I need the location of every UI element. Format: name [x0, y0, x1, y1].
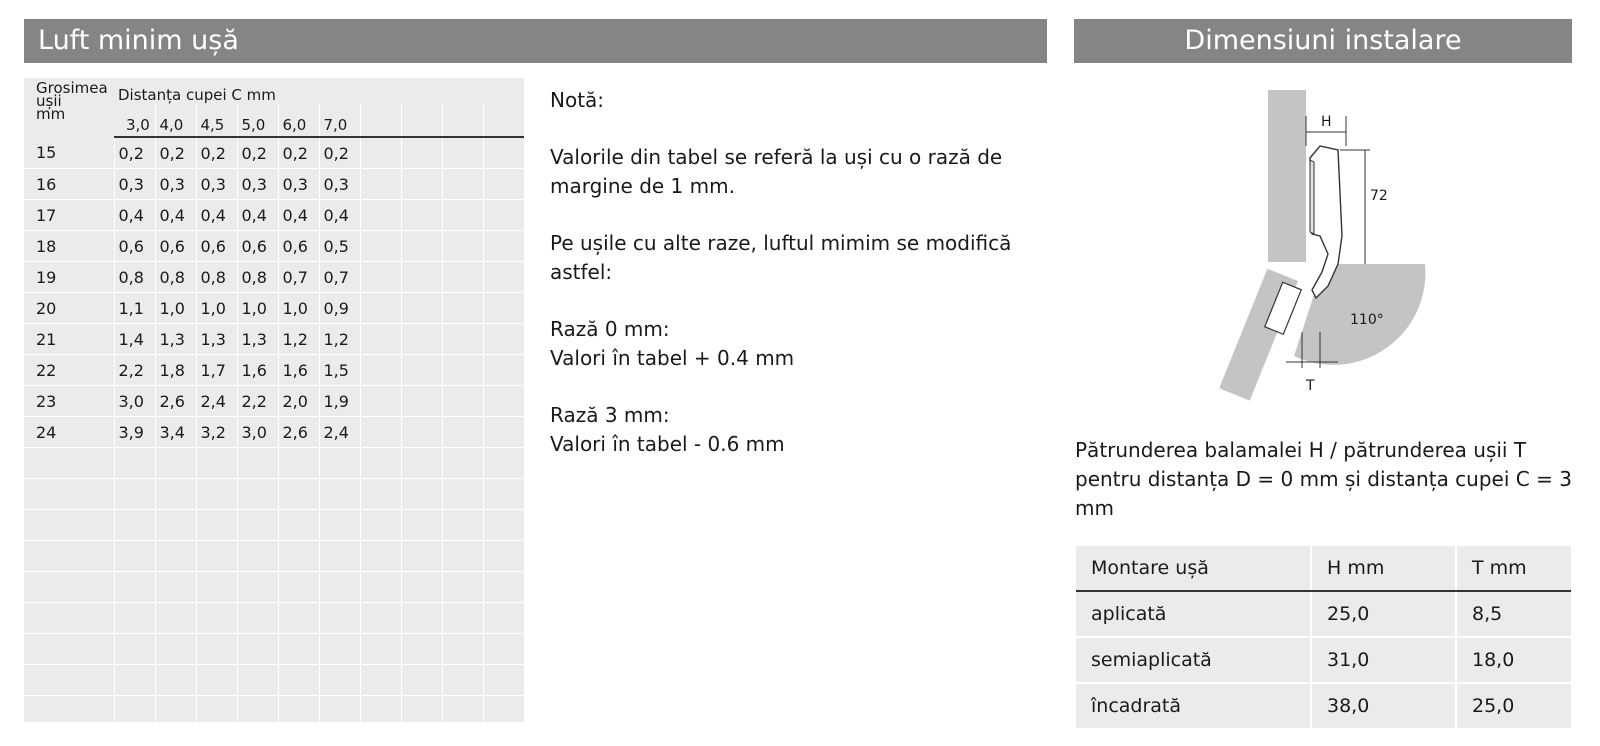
angle-label: 110°	[1350, 312, 1384, 328]
empty-cell	[196, 510, 237, 541]
t-cell: 8,5	[1456, 591, 1571, 637]
table-row	[24, 262, 524, 293]
clearance-value-cell: 0,3	[155, 169, 196, 200]
clearance-value-cell: 0,8	[155, 262, 196, 293]
empty-cell	[442, 665, 483, 696]
empty-cell	[401, 510, 442, 541]
radius-3-label: Rază 3 mm:	[550, 403, 670, 427]
empty-cell	[319, 696, 360, 727]
empty-cell	[114, 572, 155, 603]
clearance-value-cell: 0,9	[319, 293, 360, 324]
clearance-value-cell: 1,0	[155, 293, 196, 324]
mount-cell: încadrată	[1076, 683, 1311, 729]
empty-cell	[24, 696, 114, 727]
t-cell: 18,0	[1456, 637, 1571, 683]
thickness-header-line: ușii	[36, 92, 62, 110]
clearance-value-cell: 0,2	[237, 137, 278, 169]
empty-cell	[442, 293, 483, 324]
clearance-value-cell: 1,0	[237, 293, 278, 324]
door-thickness-cell: 21	[24, 324, 114, 355]
empty-cell	[442, 572, 483, 603]
mount-cell: aplicată	[1076, 591, 1311, 637]
clearance-value-cell: 0,6	[196, 231, 237, 262]
door-thickness-cell: 23	[24, 386, 114, 417]
empty-cell	[24, 510, 114, 541]
empty-cell	[24, 541, 114, 572]
door-thickness-cell: 17	[24, 200, 114, 231]
clearance-value-cell: 0,4	[155, 200, 196, 231]
table-row	[24, 231, 524, 262]
empty-cell	[483, 231, 524, 262]
empty-cell	[401, 386, 442, 417]
table-row	[24, 479, 524, 510]
t-cell: 25,0	[1456, 683, 1571, 729]
empty-cell	[114, 603, 155, 634]
h-cell: 38,0	[1311, 683, 1456, 729]
left-section-title: Luft minim ușă	[24, 19, 1047, 63]
empty-cell	[360, 386, 401, 417]
clearance-value-cell: 0,3	[278, 169, 319, 200]
empty-cell	[483, 510, 524, 541]
clearance-value-cell: 1,0	[196, 293, 237, 324]
empty-cell	[442, 324, 483, 355]
table-row	[24, 386, 524, 417]
door-thickness-cell: 16	[24, 169, 114, 200]
notes-radius-0	[550, 315, 1040, 373]
empty-cell	[114, 510, 155, 541]
empty-cell	[483, 665, 524, 696]
clearance-value-cell: 2,2	[114, 355, 155, 386]
empty-cell	[401, 262, 442, 293]
empty-cell	[483, 262, 524, 293]
t-header: T mm	[1456, 546, 1571, 591]
table-row	[24, 417, 524, 448]
empty-cell	[442, 448, 483, 479]
empty-cell	[401, 541, 442, 572]
clearance-value-cell: 2,4	[319, 417, 360, 448]
empty-cell	[196, 448, 237, 479]
cup-distance-column-header	[442, 104, 483, 137]
empty-cell	[401, 137, 442, 169]
clearance-value-cell: 0,4	[196, 200, 237, 231]
clearance-value-cell: 1,4	[114, 324, 155, 355]
hinge-mounting-plate	[1310, 160, 1314, 234]
empty-cell	[319, 603, 360, 634]
empty-cell	[319, 665, 360, 696]
empty-cell	[401, 448, 442, 479]
clearance-value-cell: 0,3	[196, 169, 237, 200]
empty-cell	[360, 231, 401, 262]
empty-cell	[401, 665, 442, 696]
empty-cell	[237, 634, 278, 665]
clearance-value-cell: 2,2	[237, 386, 278, 417]
notes-radius-3	[550, 401, 1040, 459]
clearance-value-cell: 0,2	[114, 137, 155, 169]
cup-distance-column-header	[401, 104, 442, 137]
empty-cell	[483, 200, 524, 231]
clearance-value-cell: 0,6	[155, 231, 196, 262]
door-thickness-cell: 19	[24, 262, 114, 293]
notes-paragraph: Valorile din tabel se referă la uși cu o rază de margine de 1 mm.	[550, 145, 1003, 198]
table-row	[24, 324, 524, 355]
empty-cell	[483, 603, 524, 634]
empty-cell	[442, 510, 483, 541]
clearance-value-cell: 0,4	[278, 200, 319, 231]
empty-cell	[114, 634, 155, 665]
empty-cell	[360, 324, 401, 355]
empty-cell	[483, 169, 524, 200]
table-row	[24, 572, 524, 603]
door-thickness-cell: 20	[24, 293, 114, 324]
door-thickness-cell: 24	[24, 417, 114, 448]
empty-cell	[360, 355, 401, 386]
radius-3-value: Valori în tabel - 0.6 mm	[550, 432, 785, 456]
clearance-value-cell: 1,9	[319, 386, 360, 417]
empty-cell	[442, 479, 483, 510]
notes-heading: Notă:	[550, 88, 605, 112]
table-row	[24, 510, 524, 541]
clearance-value-cell: 1,6	[237, 355, 278, 386]
cup-distance-column-header: 5,0	[237, 104, 278, 137]
empty-cell	[360, 603, 401, 634]
empty-cell	[196, 603, 237, 634]
clearance-value-cell: 3,0	[114, 386, 155, 417]
radius-0-label: Rază 0 mm:	[550, 317, 670, 341]
empty-cell	[360, 448, 401, 479]
clearance-value-cell: 0,2	[196, 137, 237, 169]
empty-cell	[155, 634, 196, 665]
clearance-value-cell: 0,5	[319, 231, 360, 262]
clearance-value-cell: 1,5	[319, 355, 360, 386]
empty-cell	[360, 634, 401, 665]
empty-cell	[319, 448, 360, 479]
clearance-value-cell: 0,2	[278, 137, 319, 169]
cup-distance-column-header: 3,0	[114, 104, 155, 137]
table-row	[1076, 683, 1571, 729]
empty-cell	[360, 293, 401, 324]
empty-cell	[360, 262, 401, 293]
empty-cell	[401, 200, 442, 231]
clearance-value-cell: 2,6	[278, 417, 319, 448]
clearance-value-cell: 1,1	[114, 293, 155, 324]
h-cell: 31,0	[1311, 637, 1456, 683]
table-row	[24, 665, 524, 696]
empty-cell	[483, 293, 524, 324]
empty-cell	[196, 479, 237, 510]
empty-cell	[483, 355, 524, 386]
table-row	[24, 448, 524, 479]
empty-cell	[237, 510, 278, 541]
notes-paragraph: Pe ușile cu alte raze, luftul mimim se modifică astfel:	[550, 231, 1012, 284]
empty-cell	[114, 541, 155, 572]
cup-distance-column-header: 6,0	[278, 104, 319, 137]
empty-cell	[24, 603, 114, 634]
clearance-value-cell: 3,4	[155, 417, 196, 448]
clearance-value-cell: 1,8	[155, 355, 196, 386]
cup-distance-column-header: 7,0	[319, 104, 360, 137]
clearance-value-cell: 0,3	[319, 169, 360, 200]
empty-cell	[401, 634, 442, 665]
empty-cell	[24, 479, 114, 510]
clearance-value-cell: 0,8	[196, 262, 237, 293]
empty-cell	[442, 541, 483, 572]
clearance-value-cell: 2,6	[155, 386, 196, 417]
table-row	[24, 200, 524, 231]
empty-cell	[360, 572, 401, 603]
cup-distance-column-header: 4,5	[196, 104, 237, 137]
cup-distance-header: Distanța cupei C mm	[118, 86, 276, 104]
empty-cell	[483, 479, 524, 510]
empty-cell	[483, 634, 524, 665]
mount-cell: semiaplicată	[1076, 637, 1311, 683]
empty-cell	[114, 479, 155, 510]
empty-cell	[401, 293, 442, 324]
clearance-value-cell: 3,9	[114, 417, 155, 448]
door-thickness-cell: 15	[24, 137, 114, 169]
empty-cell	[278, 541, 319, 572]
empty-cell	[401, 355, 442, 386]
h-cell: 25,0	[1311, 591, 1456, 637]
door-thickness-cell: 22	[24, 355, 114, 386]
empty-cell	[196, 696, 237, 727]
cabinet-wall	[1268, 90, 1306, 262]
empty-cell	[155, 603, 196, 634]
clearance-value-cell: 1,6	[278, 355, 319, 386]
diagram-caption: Pătrunderea balamalei H / pătrunderea ușii T pentru distanța D = 0 mm și distanța cupei C = 3 mm	[1075, 438, 1572, 520]
clearance-value-cell: 0,3	[237, 169, 278, 200]
h-header: H mm	[1311, 546, 1456, 591]
clearance-value-cell: 1,3	[155, 324, 196, 355]
empty-cell	[114, 665, 155, 696]
empty-cell	[278, 448, 319, 479]
empty-cell	[360, 696, 401, 727]
empty-cell	[278, 603, 319, 634]
empty-cell	[278, 510, 319, 541]
clearance-value-cell: 1,3	[196, 324, 237, 355]
empty-cell	[360, 200, 401, 231]
empty-cell	[442, 386, 483, 417]
door-thickness-cell: 18	[24, 231, 114, 262]
hinge-diagram	[1220, 86, 1440, 406]
empty-cell	[442, 603, 483, 634]
empty-cell	[155, 572, 196, 603]
empty-cell	[155, 665, 196, 696]
cup-distance-column-header	[483, 104, 524, 137]
clearance-value-cell: 1,7	[196, 355, 237, 386]
empty-cell	[155, 510, 196, 541]
empty-cell	[278, 572, 319, 603]
empty-cell	[483, 572, 524, 603]
empty-cell	[155, 448, 196, 479]
dim-72-label: 72	[1370, 188, 1388, 204]
mount-header: Montare ușă	[1076, 546, 1311, 591]
clearance-value-cell: 2,0	[278, 386, 319, 417]
empty-cell	[237, 603, 278, 634]
clearance-value-cell: 1,0	[278, 293, 319, 324]
empty-cell	[237, 541, 278, 572]
empty-cell	[483, 417, 524, 448]
table-row	[24, 603, 524, 634]
clearance-value-cell: 1,2	[278, 324, 319, 355]
empty-cell	[401, 417, 442, 448]
clearance-value-cell: 1,3	[237, 324, 278, 355]
empty-cell	[114, 696, 155, 727]
notes	[550, 86, 1040, 487]
empty-cell	[401, 603, 442, 634]
empty-cell	[483, 696, 524, 727]
empty-cell	[319, 572, 360, 603]
clearance-value-cell: 0,4	[319, 200, 360, 231]
empty-cell	[237, 479, 278, 510]
table-row	[24, 137, 524, 169]
empty-cell	[319, 634, 360, 665]
thickness-header-line: Grosimea	[36, 79, 108, 97]
clearance-value-cell: 0,2	[319, 137, 360, 169]
empty-cell	[483, 448, 524, 479]
empty-cell	[360, 479, 401, 510]
table-row	[24, 541, 524, 572]
empty-cell	[442, 696, 483, 727]
clearance-value-cell: 0,7	[319, 262, 360, 293]
empty-cell	[319, 541, 360, 572]
clearance-value-cell: 3,2	[196, 417, 237, 448]
empty-cell	[401, 696, 442, 727]
empty-cell	[483, 386, 524, 417]
clearance-value-cell: 0,4	[114, 200, 155, 231]
empty-cell	[360, 665, 401, 696]
empty-cell	[278, 696, 319, 727]
empty-cell	[237, 448, 278, 479]
clearance-value-cell: 0,7	[278, 262, 319, 293]
empty-cell	[442, 137, 483, 169]
empty-cell	[237, 665, 278, 696]
installation-dimensions-table	[1076, 546, 1571, 730]
clearance-value-cell: 0,8	[114, 262, 155, 293]
empty-cell	[237, 572, 278, 603]
empty-cell	[483, 324, 524, 355]
empty-cell	[278, 665, 319, 696]
dim-h-label: H	[1321, 114, 1332, 130]
table-row	[24, 169, 524, 200]
empty-cell	[155, 696, 196, 727]
empty-cell	[401, 324, 442, 355]
table-row	[1076, 637, 1571, 683]
empty-cell	[196, 634, 237, 665]
clearance-value-cell: 0,8	[237, 262, 278, 293]
empty-cell	[360, 541, 401, 572]
clearance-value-cell: 0,4	[237, 200, 278, 231]
empty-cell	[401, 572, 442, 603]
empty-cell	[442, 355, 483, 386]
empty-cell	[196, 541, 237, 572]
clearance-value-cell: 0,3	[114, 169, 155, 200]
empty-cell	[360, 417, 401, 448]
empty-cell	[24, 448, 114, 479]
empty-cell	[24, 665, 114, 696]
empty-cell	[24, 634, 114, 665]
table-row	[24, 293, 524, 324]
empty-cell	[155, 541, 196, 572]
empty-cell	[319, 510, 360, 541]
empty-cell	[442, 231, 483, 262]
radius-0-value: Valori în tabel + 0.4 mm	[550, 346, 795, 370]
clearance-value-cell: 1,2	[319, 324, 360, 355]
clearance-value-cell: 0,6	[114, 231, 155, 262]
empty-cell	[360, 137, 401, 169]
right-section-title: Dimensiuni instalare	[1074, 19, 1572, 63]
thickness-header	[24, 78, 114, 137]
empty-cell	[442, 200, 483, 231]
clearance-value-cell: 0,6	[237, 231, 278, 262]
empty-cell	[237, 696, 278, 727]
empty-cell	[114, 448, 155, 479]
empty-cell	[442, 169, 483, 200]
empty-cell	[401, 169, 442, 200]
empty-cell	[360, 510, 401, 541]
empty-cell	[278, 479, 319, 510]
empty-cell	[483, 137, 524, 169]
empty-cell	[24, 572, 114, 603]
empty-cell	[155, 479, 196, 510]
empty-cell	[401, 479, 442, 510]
empty-cell	[196, 572, 237, 603]
empty-cell	[442, 634, 483, 665]
thickness-header-line: mm	[36, 105, 66, 123]
table-row	[24, 634, 524, 665]
empty-cell	[196, 665, 237, 696]
dim-t-label: T	[1306, 378, 1315, 394]
empty-cell	[401, 231, 442, 262]
table-row	[24, 696, 524, 727]
cup-distance-column-header: 4,0	[155, 104, 196, 137]
empty-cell	[360, 169, 401, 200]
empty-cell	[483, 541, 524, 572]
cup-distance-column-header	[360, 104, 401, 137]
table-row	[24, 355, 524, 386]
clearance-value-cell: 0,6	[278, 231, 319, 262]
empty-cell	[442, 417, 483, 448]
clearance-value-cell: 2,4	[196, 386, 237, 417]
clearance-value-cell: 3,0	[237, 417, 278, 448]
empty-cell	[442, 262, 483, 293]
clearance-value-cell: 0,2	[155, 137, 196, 169]
clearance-table	[24, 78, 524, 722]
empty-cell	[278, 634, 319, 665]
empty-cell	[319, 479, 360, 510]
table-row	[1076, 591, 1571, 637]
